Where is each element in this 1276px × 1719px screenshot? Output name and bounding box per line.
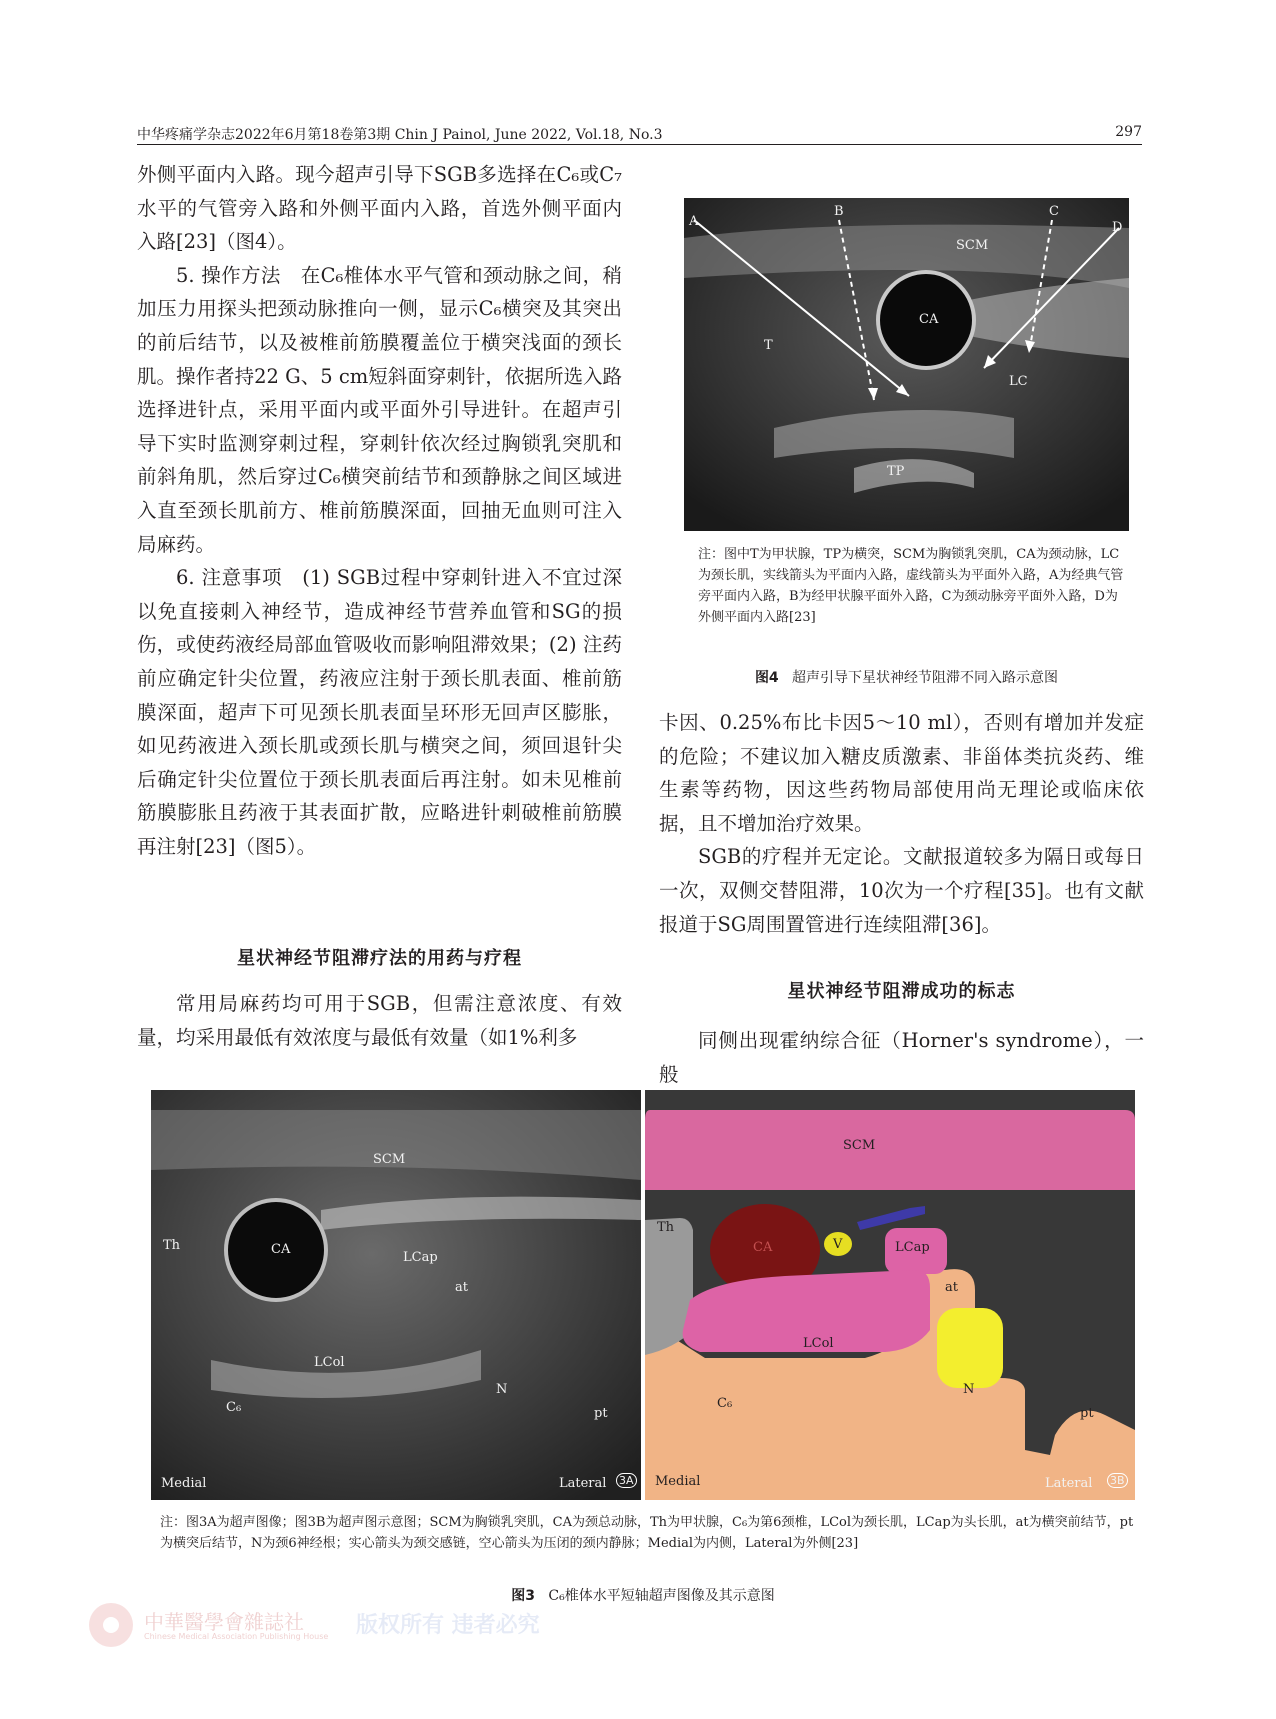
- page-number: 297: [1115, 124, 1142, 140]
- journal-citation: 中华疼痛学杂志2022年6月第18卷第3期 Chin J Painol, June 2022, Vol.18, No.3: [137, 127, 663, 143]
- paragraph: 6. 注意事项 (1) SGB过程中穿刺针进入不宜过深以免直接刺入神经节，造成神经节营养血管和SG的损伤，或使药液经局部血管吸收而影响阻滞效果；(2) 注药前应确定针尖位置，药液应注射于颈长肌表面、椎前筋膜深面，超声下可见颈长肌表面呈环形无回声区膨胀，如见药液进入颈长肌或颈长肌与横突之间，须回退针尖后确定针尖位置位于颈长肌表面后再注射。如未见椎前筋膜膨胀且药液于其表面扩散，应略进针刺破椎前筋膜再注射[23]（图5）。: [137, 566, 622, 858]
- label-ca: CA: [271, 1242, 291, 1257]
- label-n: N: [963, 1382, 975, 1397]
- label-lateral: Lateral: [1045, 1476, 1093, 1491]
- nerve-root-shape: [937, 1308, 1003, 1388]
- label-at: at: [455, 1280, 468, 1295]
- paragraph: 卡因、0.25%布比卡因5～10 ml），否则有增加并发症的危险；不建议加入糖皮质激素、非甾体类抗炎药、维生素等药物，因这些药物局部使用尚无理论或临床依据，且不增加治疗效果。: [659, 711, 1144, 835]
- figure-4-title: 超声引导下星状神经节阻滞不同入路示意图: [792, 670, 1059, 686]
- paragraph: 同侧出现霍纳综合征（Horner's syndrome），一般: [659, 1029, 1144, 1086]
- label-lcap: LCap: [895, 1240, 930, 1255]
- running-header: [137, 124, 1142, 145]
- figure-3b-image: [645, 1090, 1135, 1500]
- footer-watermark: [86, 1600, 686, 1650]
- label-lateral: Lateral: [559, 1476, 607, 1491]
- label-b: B: [834, 204, 844, 219]
- right-column-end: [659, 1024, 1144, 1091]
- paragraph: 常用局麻药均可用于SGB，但需注意浓度、有效量，均采用最低有效浓度与最低有效量（如1%利多: [137, 992, 622, 1049]
- figure-4-caption: [684, 667, 1129, 687]
- label-ca: CA: [919, 312, 939, 327]
- figure-3-note: 注：图3A为超声图像；图3B为超声图示意图；SCM为胸锁乳突肌，CA为颈总动脉，Th为甲状腺，C₆为第6颈椎，LCol为颈长肌，LCap为头长肌，at为横突前结节，pt为横突后结节，N为颈6神经根；实心箭头为颈交感链，空心箭头为压闭的颈内静脉；Medial为内侧，Lateral为外侧[23]: [160, 1515, 1134, 1551]
- publisher-name-en: Chinese Medical Association Publishing House: [144, 1632, 329, 1641]
- section-heading: 星状神经节阻滞疗法的用药与疗程: [237, 948, 522, 969]
- label-a: A: [689, 214, 699, 229]
- figure-4-number: 图4: [754, 670, 779, 686]
- label-pt: pt: [1080, 1406, 1094, 1421]
- label-c: C: [1049, 204, 1059, 219]
- rights-notice: 版权所有 违者必究: [356, 1613, 540, 1638]
- figure-4-ultrasound: [684, 198, 1129, 531]
- figure-3a-tag: 3A: [616, 1473, 637, 1488]
- label-tp: TP: [887, 464, 905, 479]
- scm-shape: [645, 1110, 1135, 1190]
- label-ca: CA: [753, 1240, 773, 1255]
- label-th: Th: [657, 1220, 675, 1235]
- label-lc: LC: [1009, 374, 1028, 389]
- label-scm: SCM: [843, 1138, 876, 1153]
- label-lcap: LCap: [403, 1250, 438, 1265]
- label-lcol: LCol: [803, 1336, 834, 1351]
- label-d: D: [1112, 220, 1123, 235]
- paragraph: 外侧平面内入路。现今超声引导下SGB多选择在C₆或C₇水平的气管旁入路和外侧平面内入路，首选外侧平面内入路[23]（图4）。: [137, 163, 622, 254]
- right-column: [659, 706, 1144, 941]
- label-th: Th: [163, 1238, 181, 1253]
- figure-3b-tag: 3B: [1107, 1473, 1128, 1488]
- label-scm: SCM: [956, 238, 989, 253]
- publisher-name: 中華醫學會雜誌社: [144, 1610, 304, 1634]
- section-heading: 星状神经节阻滞成功的标志: [787, 981, 1016, 1002]
- label-c6: C₆: [226, 1400, 242, 1415]
- left-column-end: [137, 987, 622, 1054]
- figure-3-title: C₆椎体水平短轴超声图像及其示意图: [548, 1588, 775, 1604]
- label-v: V: [833, 1237, 843, 1252]
- label-at: at: [945, 1280, 958, 1295]
- label-pt: pt: [594, 1406, 608, 1421]
- paragraph: 5. 操作方法 在C₆椎体水平气管和颈动脉之间，稍加压力用探头把颈动脉推向一侧，显示C₆横突及其突出的前后结节，以及被椎前筋膜覆盖位于横突浅面的颈长肌。操作者持22 G、5 cm短斜面穿刺针，依据所选入路选择进针点，采用平面内或平面外引导进针。在超声引导下实时监测穿刺过程，穿刺针依次经过胸锁乳突肌和前斜角肌，然后穿过C₆横突前结节和颈静脉之间区域进入直至颈长肌前方、椎前筋膜深面，回抽无血则可注入局麻药。: [137, 263, 622, 556]
- label-medial: Medial: [655, 1474, 701, 1489]
- flower-logo-icon: [86, 1600, 136, 1650]
- figure-4-note: 注：图中T为甲状腺，TP为横突，SCM为胸锁乳突肌，CA为颈动脉，LC为颈长肌，实线箭头为平面内入路，虚线箭头为平面外入路，A为经典气管旁平面内入路，B为经甲状腺平面外入路，C为颈动脉旁平面外入路，D为外侧平面内入路[23]: [698, 547, 1124, 625]
- label-t: T: [764, 338, 773, 353]
- figure-4-image: [684, 198, 1129, 531]
- label-n: N: [496, 1382, 508, 1397]
- paragraph: SGB的疗程并无定论。文献报道较多为隔日或每日一次，双侧交替阻滞，10次为一个疗程[35]。也有文献报道于SG周围置管进行连续阻滞[36]。: [659, 845, 1144, 936]
- label-lcol: LCol: [314, 1355, 345, 1370]
- figure-3a-ultrasound: [151, 1090, 641, 1500]
- left-column: [137, 158, 622, 863]
- label-c6: C₆: [717, 1396, 733, 1411]
- label-medial: Medial: [161, 1476, 207, 1491]
- figure-3b-schematic: [645, 1090, 1135, 1500]
- figure-3-number: 图3: [511, 1588, 536, 1604]
- label-scm: SCM: [373, 1152, 406, 1167]
